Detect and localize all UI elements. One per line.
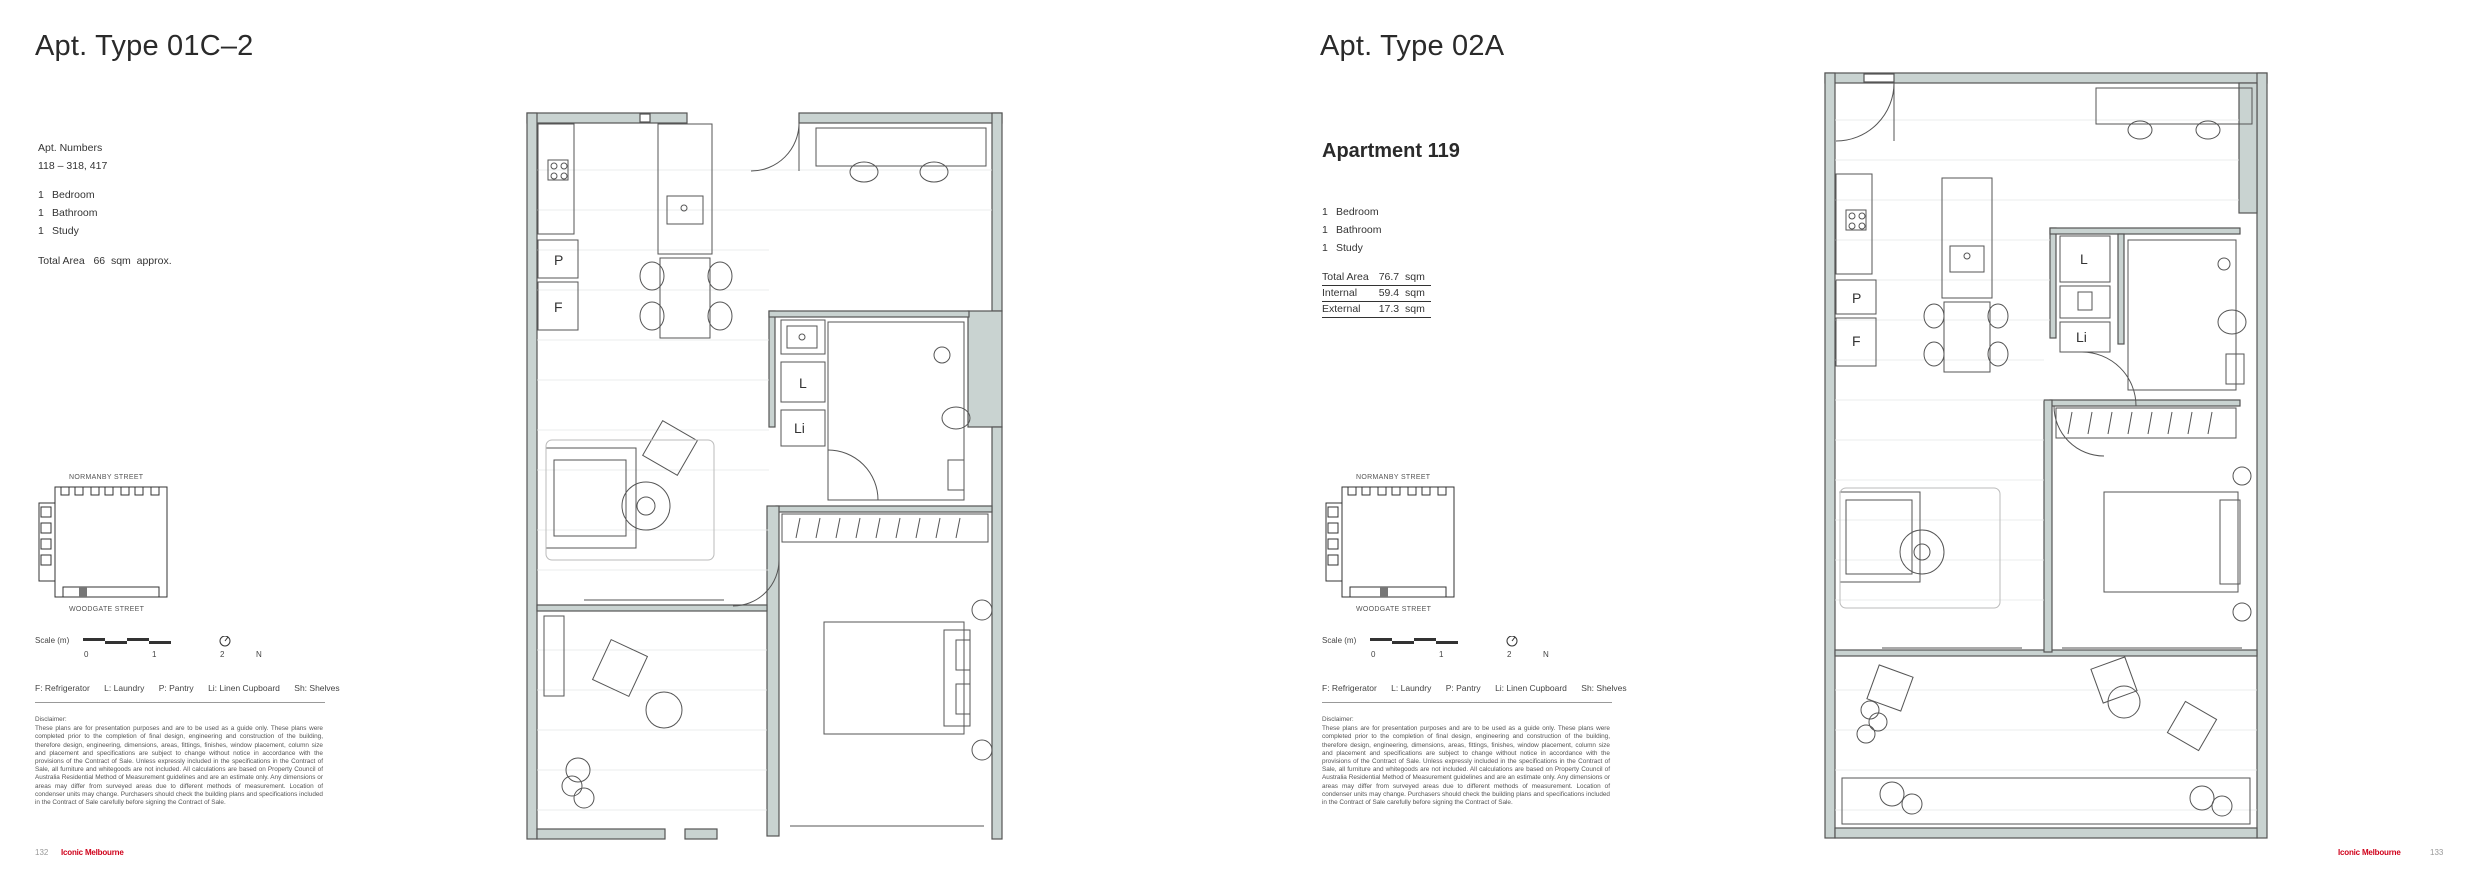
scale-tick-2: 2: [1507, 650, 1512, 659]
fridge-label: F: [554, 299, 563, 315]
scale-tick-2: 2: [220, 650, 225, 659]
scale-bar: [1322, 636, 1562, 666]
legend-item: F: Refrigerator: [1322, 683, 1377, 693]
legend-item: P: Pantry: [158, 683, 194, 693]
total-area: Total Area 66 sqm approx.: [38, 255, 172, 267]
linen-label: Li: [2076, 329, 2087, 345]
scale-label: Scale (m): [35, 636, 70, 645]
street-label-bottom: WOODGATE STREET: [69, 606, 145, 613]
disclaimer: [1322, 716, 1610, 807]
scale-graphic: [83, 636, 283, 656]
legend-item: Sh: Shelves: [294, 683, 340, 693]
legend-item: L: Laundry: [104, 683, 145, 693]
scale-tick-0: 0: [84, 650, 89, 659]
apt-numbers-label: Apt. Numbers: [38, 142, 103, 154]
legend-item: Li: Linen Cupboard: [1495, 683, 1567, 693]
linen-label: Li: [794, 420, 805, 436]
street-label-bottom: WOODGATE STREET: [1356, 606, 1432, 613]
laundry-label: L: [2080, 251, 2088, 267]
disclaimer-text: These plans are for presentation purposes and are to be used as a guide only. These plans were completed prior to the completion of final design, engineering and construction of the building, therefore design, engineering, dimensions, areas, fittings, finishes, window placement, column size and placement and specifications are subject to change without notice in accordance with the provisions of the Contract of Sale. Unless expressly included in the specifications in the Contract of Sale, all furniture and whitegoods are not included. All calculations are based on Property Council of Australia Residential Method of Measurement guidelines and are an estimate only. Any dimensions or areas may differ from surveyed areas due to different methods of measurement. Location of condenser units may change. Purchasers should check the building plans and specifications included in the Contract of Sale carefully before signing the Contract of Sale.: [35, 725, 323, 807]
disclaimer-title: Disclaimer:: [35, 716, 67, 723]
divider: [1322, 702, 1612, 703]
floor-plan-01c2: [524, 110, 1006, 845]
room-item: 1 Bedroom: [38, 189, 95, 201]
legend-item: Sh: Shelves: [1581, 683, 1627, 693]
floor-plan-drawing: [524, 110, 1006, 845]
scale-bar: [35, 636, 275, 666]
area-row: Internal 59.4 sqm: [1322, 285, 1431, 301]
pantry-label: P: [1852, 290, 1862, 306]
key-plan-diagram: [1322, 483, 1462, 623]
area-row: Total Area 76.7 sqm: [1322, 269, 1431, 285]
apt-numbers-value: 118 – 318, 417: [38, 160, 108, 172]
scale-tick-0: 0: [1371, 650, 1376, 659]
floor-plan-02a: [1822, 70, 2270, 842]
room-list: [1322, 203, 1382, 257]
apartment-type-title: Apt. Type 01C–2: [35, 30, 254, 62]
laundry-label: L: [799, 375, 807, 391]
area-table: [1322, 269, 1431, 318]
key-plan-diagram: [35, 483, 175, 623]
scale-tick-1: 1: [152, 650, 157, 659]
area-row: External 17.3 sqm: [1322, 301, 1431, 317]
floor-plan-drawing: [1822, 70, 2270, 842]
apartment-type-title: Apt. Type 02A: [1320, 30, 1505, 62]
pantry-label: P: [554, 252, 564, 268]
legend-item: L: Laundry: [1391, 683, 1432, 693]
brand-logo: Iconic Melbourne: [61, 848, 124, 857]
legend: [1322, 683, 1639, 693]
legend-item: F: Refrigerator: [35, 683, 90, 693]
legend-item: Li: Linen Cupboard: [208, 683, 280, 693]
scale-tick-1: 1: [1439, 650, 1444, 659]
fridge-label: F: [1852, 333, 1861, 349]
apartment-numbers: [38, 139, 107, 175]
room-list: [38, 186, 98, 240]
key-plan: [1322, 472, 1462, 622]
room-item: 1 Study: [1322, 242, 1363, 254]
brand-logo: Iconic Melbourne: [2338, 848, 2401, 857]
room-item: 1 Bathroom: [38, 207, 98, 219]
room-item: 1 Bedroom: [1322, 206, 1379, 218]
disclaimer-text: These plans are for presentation purposes and are to be used as a guide only. These plans were completed prior to the completion of final design, engineering and construction of the building, therefore design, engineering, dimensions, areas, fittings, finishes, window placement, column size and placement and specifications are subject to change without notice in accordance with the provisions of the Contract of Sale. Unless expressly included in the specifications in the Contract of Sale, all furniture and whitegoods are not included. All calculations are based on Property Council of Australia Residential Method of Measurement guidelines and are an estimate only. Any dimensions or areas may differ from surveyed areas due to different methods of measurement. Location of condenser units may change. Purchasers should check the building plans and specifications included in the Contract of Sale carefully before signing the Contract of Sale.: [1322, 725, 1610, 807]
page-number: 133: [2430, 848, 2444, 857]
page-number: 132: [35, 848, 49, 857]
north-label: N: [1543, 650, 1549, 659]
apartment-heading: Apartment 119: [1322, 140, 1460, 162]
room-item: 1 Bathroom: [1322, 224, 1382, 236]
north-label: N: [256, 650, 262, 659]
room-item: 1 Study: [38, 225, 79, 237]
disclaimer: [35, 716, 323, 807]
legend: [35, 683, 352, 693]
key-plan: [35, 472, 175, 622]
street-label-top: NORMANBY STREET: [69, 474, 144, 481]
disclaimer-title: Disclaimer:: [1322, 716, 1354, 723]
scale-label: Scale (m): [1322, 636, 1357, 645]
street-label-top: NORMANBY STREET: [1356, 474, 1431, 481]
legend-item: P: Pantry: [1445, 683, 1481, 693]
scale-graphic: [1370, 636, 1570, 656]
right-page: [1240, 0, 2480, 877]
divider: [35, 702, 325, 703]
